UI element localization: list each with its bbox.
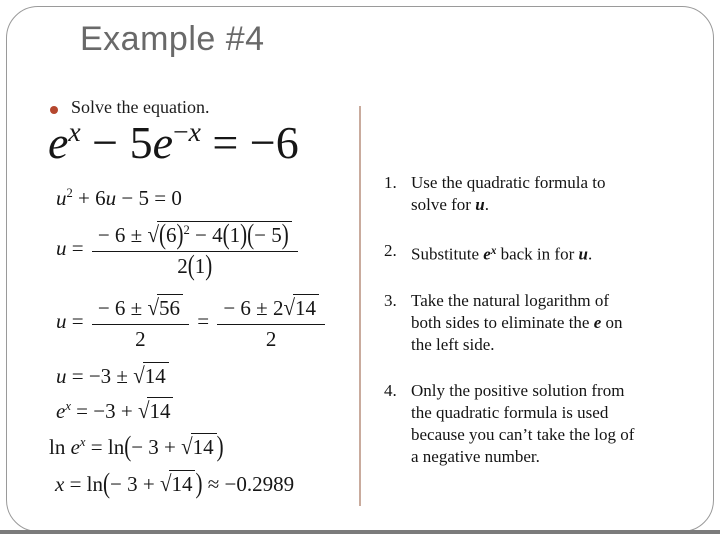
- fraction: $\frac{- 6 \pm √56}{2}$: [92, 294, 189, 352]
- step-item: [384, 240, 642, 266]
- equation-quadratic-formula: u = $\frac{- 6 \pm √(6)^2 - 4(1)(- 5)}{2(1)}$: [56, 221, 301, 279]
- equation-u-solution: u = −3 ± √14: [56, 362, 169, 389]
- bullet-text: Solve the equation.: [71, 97, 210, 117]
- sqrt-radical: $√(6)^2 - 4(1)(- 5)$: [147, 223, 291, 247]
- step-number: 2.: [384, 241, 397, 260]
- step-number: 4.: [384, 380, 397, 400]
- step-number: 3.: [384, 290, 397, 310]
- sqrt-radical: √14: [133, 364, 169, 388]
- sqrt-radical: √14: [181, 435, 217, 459]
- sqrt-radical: √14: [283, 296, 319, 320]
- equation-quadratic-in-u: $u^2 + 6u - 5 = 0$: [56, 186, 182, 210]
- bottom-edge-bar: [0, 530, 720, 534]
- equation-take-natural-log: $\ln e^x = \ln(- 3 + √14$ ): [49, 429, 224, 463]
- step-text: Use the quadratic formula to solve for u.: [411, 173, 606, 214]
- step-text: Substitute $e^x$ back in for u.: [411, 244, 593, 264]
- fraction: $\frac{- 6 \pm √(6)^2 - 4(1)(- 5)}{2(1)}$: [92, 221, 298, 279]
- equation-final-answer: x = ln(− 3 + √14 ) ≈ −0.2989: [55, 466, 295, 500]
- step-text: Only the positive solution from the quadratic formula is used because you can’t take the log of a negative number.: [411, 380, 635, 466]
- sqrt-radical: √14: [138, 399, 174, 423]
- steps-list: [384, 172, 642, 492]
- step-item: [384, 290, 642, 356]
- slide-title: Example #4: [80, 20, 265, 58]
- bullet-icon: [50, 106, 58, 114]
- step-item: [384, 172, 642, 216]
- step-item: [384, 380, 642, 468]
- column-divider: [359, 106, 361, 506]
- fraction: $\frac{- 6 \pm 2√14}{2}$: [217, 294, 325, 352]
- step-text: Take the natural logarithm of both sides to eliminate the e on the left side.: [411, 290, 623, 354]
- equation-simplify-radical: u = $\frac{- 6 \pm √56}{2}$ = $\frac{- 6 \pm 2√14}{2}$: [56, 294, 328, 352]
- equation-substitute-back: $e^x = -3 + √14$: [56, 397, 173, 424]
- equation-exponential: $e^x - 5e^{-x} = -6$: [48, 116, 299, 169]
- sqrt-radical: √14: [160, 472, 196, 496]
- step-number: 1.: [384, 173, 397, 192]
- sqrt-radical: √56: [147, 296, 183, 320]
